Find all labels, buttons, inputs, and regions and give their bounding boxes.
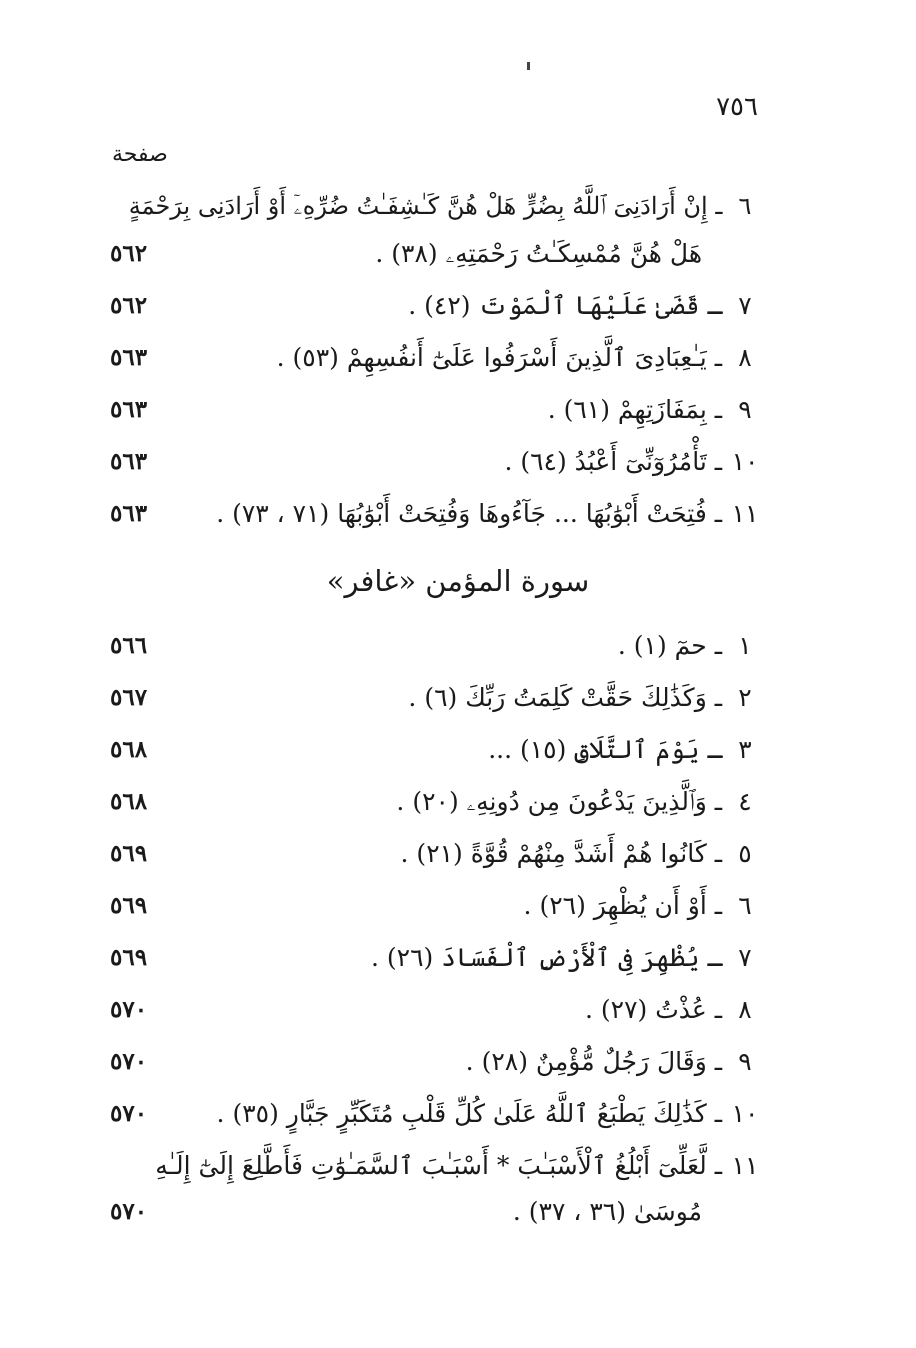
entry-page: ٥٦٧ [110, 684, 148, 711]
entry-text: ٢ ـ وَكَذَٰلِكَ حَقَّتْ كَلِمَتُ رَبِّكَ (٦) . [408, 683, 752, 712]
entry-page: ٥٦٨ [110, 736, 148, 763]
entry-page: ٥٧٠ [110, 1100, 148, 1127]
entry-text: ٦ ـ إِنْ أَرَادَنِىَ ٱللَّهُ بِضُرٍّ هَلْ هُنَّ كَـٰشِفَـٰتُ ضُرِّهِۦٓ أَوْ أَرَادَنِى بِرَحْمَةٍ [128, 192, 752, 220]
index-entry [110, 938, 760, 978]
entry-text: ٥ ـ كَانُوا هُمْ أَشَدَّ مِنْهُمْ قُوَّةً (٢١) . [400, 839, 752, 868]
index-entry [110, 678, 760, 718]
entry-text: ١١ ـ لَّعَلِّىٓ أَبْلُغُ ٱلْأَسْبَـٰبَ * أَسْبَـٰبَ ٱلسَّمَـٰوَٰتِ فَأَطَّلِعَ إِلَىٰٓ إِلَـٰهِ [155, 1151, 759, 1180]
entry-text: ٨ ـ يَـٰعِبَادِىَ ٱلَّذِينَ أَسْرَفُوا عَلَىٰٓ أَنفُسِهِمْ (٥٣) . [276, 343, 752, 372]
entry-page: ٥٦٣ [110, 448, 148, 475]
index-entry [110, 1042, 760, 1082]
entry-text: ٧ ـ يُظْهِرَ فِى ٱلْأَرْضِ ٱلْفَسَادَ (٢٦) . [371, 943, 752, 972]
entry-page: ٥٦٢ [110, 292, 148, 319]
entry-page: ٥٦٣ [110, 344, 148, 371]
index-entry [110, 494, 760, 534]
index-entry [110, 730, 760, 770]
entry-page: ٥٦٢ [110, 240, 148, 267]
entry-page: ٥٦٣ [110, 396, 148, 423]
entry-text: ٦ ـ أَوْ أَن يُظْهِرَ (٢٦) . [523, 891, 752, 920]
index-entry [110, 990, 760, 1030]
index-entry [110, 1146, 760, 1230]
index-entry [110, 782, 760, 822]
entry-continuation: هَلْ هُنَّ مُمْسِكَـٰتُ رَحْمَتِهِۦ (٣٨) . [375, 239, 702, 268]
index-entry [110, 186, 760, 270]
page-number: ٧٥٦ [716, 92, 758, 122]
entry-page: ٥٦٦ [110, 632, 148, 659]
index-entry [110, 834, 760, 874]
entry-text: ١٠ ـ كَذَٰلِكَ يَطْبَعُ ٱللَّهُ عَلَىٰ كُلِّ قَلْبِ مُتَكَبِّرٍ جَبَّارٍ (٣٥) . [216, 1099, 759, 1128]
entry-page: ٥٧٠ [110, 1198, 148, 1225]
entry-text: ٧ ـ قَضَىٰ عَلَيْهَا ٱلْمَوْتَ (٤٢) . [408, 291, 752, 320]
index-entry [110, 390, 760, 430]
entry-page: ٥٦٩ [110, 840, 148, 867]
ink-mark [527, 62, 530, 70]
entry-text: ٣ ـ يَوْمَ ٱلتَّلَاقِ (١٥) ... [488, 735, 752, 764]
index-entry [110, 286, 760, 326]
entry-page: ٥٧٠ [110, 996, 148, 1023]
entry-continuation: مُوسَىٰ (٣٦ ، ٣٧) . [512, 1197, 702, 1226]
entry-text: ٩ ـ بِمَفَازَتِهِمْ (٦١) . [547, 395, 752, 424]
entry-text: ٤ ـ وَٱلَّذِينَ يَدْعُونَ مِن دُونِهِۦ (٢٠) . [396, 787, 752, 816]
entry-text: ١٠ ـ تَأْمُرُوٓنِّىٓ أَعْبُدُ (٦٤) . [504, 447, 759, 476]
entry-text: ٩ ـ وَقَالَ رَجُلٌ مُّؤْمِنٌ (٢٨) . [465, 1047, 752, 1076]
index-entry [110, 442, 760, 482]
entry-page: ٥٦٩ [110, 892, 148, 919]
entry-page: ٥٦٩ [110, 944, 148, 971]
index-entry [110, 626, 760, 666]
entry-page: ٥٦٣ [110, 500, 148, 527]
entry-page: ٥٦٨ [110, 788, 148, 815]
section-title: سورة المؤمن «غافر» [326, 564, 590, 598]
index-entry [110, 1094, 760, 1134]
index-entry [110, 886, 760, 926]
index-entry [110, 338, 760, 378]
entry-text: ١١ ـ فُتِحَتْ أَبْوَٰبُهَا ... جَآءُوهَا وَفُتِحَتْ أَبْوَٰبُهَا (٧١ ، ٧٣) . [216, 499, 759, 528]
entry-page: ٥٧٠ [110, 1048, 148, 1075]
entry-text: ١ ـ حمٓ (١) . [617, 631, 752, 660]
page-column-label: صفحة [112, 142, 168, 167]
entry-text: ٨ ـ عُذْتُ (٢٧) . [584, 995, 752, 1024]
